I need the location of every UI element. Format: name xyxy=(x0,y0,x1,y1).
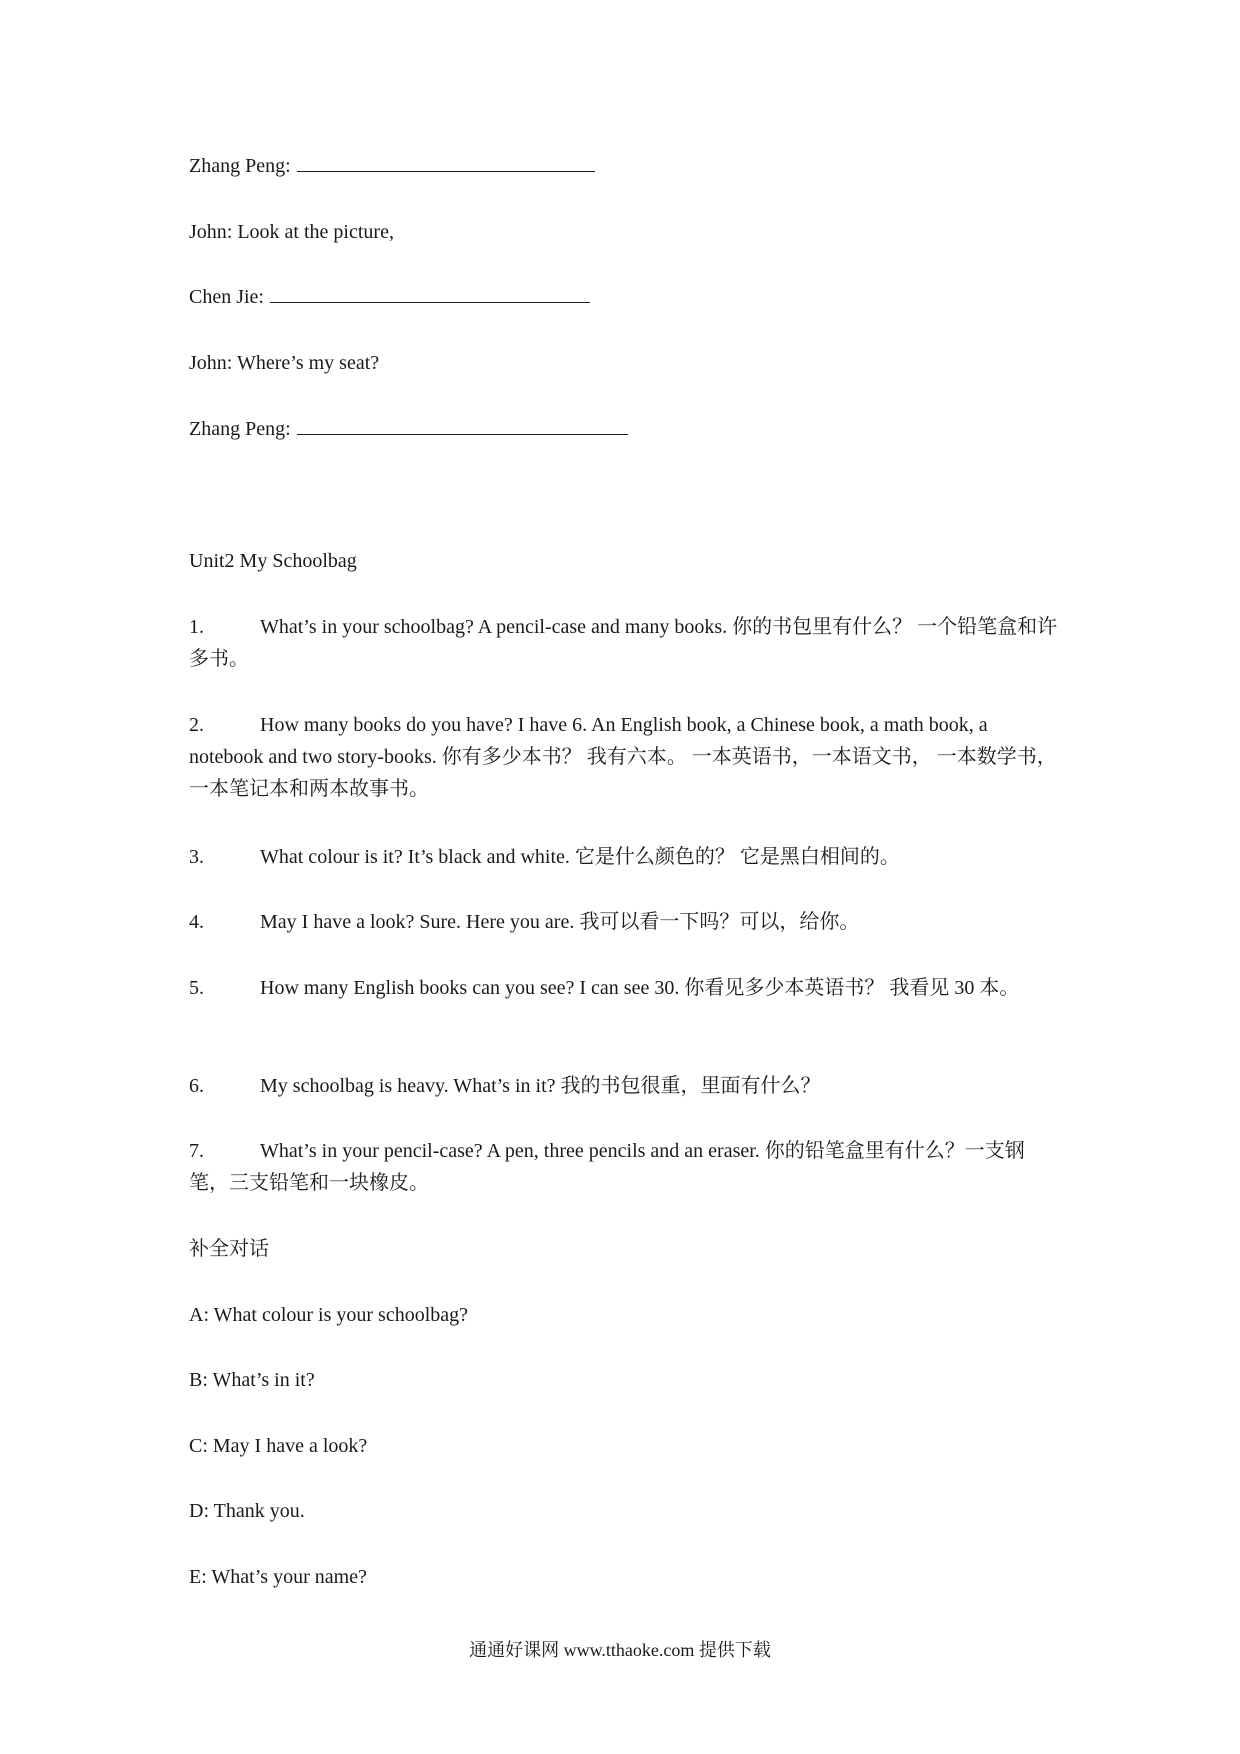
item-number: 2. xyxy=(189,714,204,736)
unit-title: Unit2 My Schoolbag xyxy=(189,550,357,572)
item-number: 3. xyxy=(189,846,204,868)
list-item xyxy=(189,1070,1061,1102)
dialogue-line-a: A: What colour is your schoolbag? xyxy=(189,1304,469,1326)
section-title: 补全对话 xyxy=(189,1238,269,1260)
item-text: How many books do you have? I have 6. An English book, a Chinese book, a math book, a notebook and two story-books. 你有多少本书？ 我有六本。 一本英语书，一本语文书， 一本数学书，一本笔记本和两本故事书。 xyxy=(189,714,1057,800)
item-text: How many English books can you see? I can see 30. 你看见多少本英语书？ 我看见 30 本。 xyxy=(260,977,1020,999)
list-item xyxy=(189,1135,1061,1199)
item-text: What colour is it? It’s black and white. 它是什么颜色的？ 它是黑白相间的。 xyxy=(260,846,900,868)
item-text: What’s in your pencil-case? A pen, three pencils and an eraser. 你的铅笔盒里有什么？一支钢笔，三支铅笔和一块橡皮。 xyxy=(189,1140,1025,1194)
item-number: 7. xyxy=(189,1140,204,1162)
dialogue-line-john-1: John: Look at the picture, xyxy=(189,221,394,243)
item-text: May I have a look? Sure. Here you are. 我可以看一下吗？可以，给你。 xyxy=(260,911,860,933)
speaker-label: Chen Jie: xyxy=(189,286,264,308)
item-number: 1. xyxy=(189,616,204,638)
dialogue-line-c: C: May I have a look? xyxy=(189,1435,368,1457)
dialogue-line-chen-jie xyxy=(189,281,590,313)
item-text: What’s in your schoolbag? A pencil-case and many books. 你的书包里有什么？ 一个铅笔盒和许多书。 xyxy=(189,616,1058,670)
answer-blank xyxy=(270,282,590,303)
list-item xyxy=(189,972,1061,1004)
dialogue-line-e: E: What’s your name? xyxy=(189,1566,367,1588)
speaker-label: Zhang Peng: xyxy=(189,418,291,440)
dialogue-line-zhang-peng-1 xyxy=(189,150,595,182)
list-item xyxy=(189,709,1061,805)
answer-blank xyxy=(297,151,595,172)
answer-blank xyxy=(297,414,628,435)
item-number: 4. xyxy=(189,911,204,933)
item-number: 5. xyxy=(189,977,204,999)
speaker-label: Zhang Peng: xyxy=(189,155,291,177)
dialogue-line-d: D: Thank you. xyxy=(189,1500,305,1522)
dialogue-line-zhang-peng-2 xyxy=(189,413,628,445)
list-item xyxy=(189,906,1061,938)
dialogue-line-john-2: John: Where’s my seat? xyxy=(189,352,380,374)
list-item xyxy=(189,841,1061,873)
dialogue-line-b: B: What’s in it? xyxy=(189,1369,315,1391)
page-footer: 通通好课网 www.tthaoke.com 提供下载 xyxy=(469,1640,771,1660)
item-number: 6. xyxy=(189,1075,204,1097)
item-text: My schoolbag is heavy. What’s in it? 我的书包很重，里面有什么？ xyxy=(260,1075,821,1097)
list-item xyxy=(189,611,1061,675)
